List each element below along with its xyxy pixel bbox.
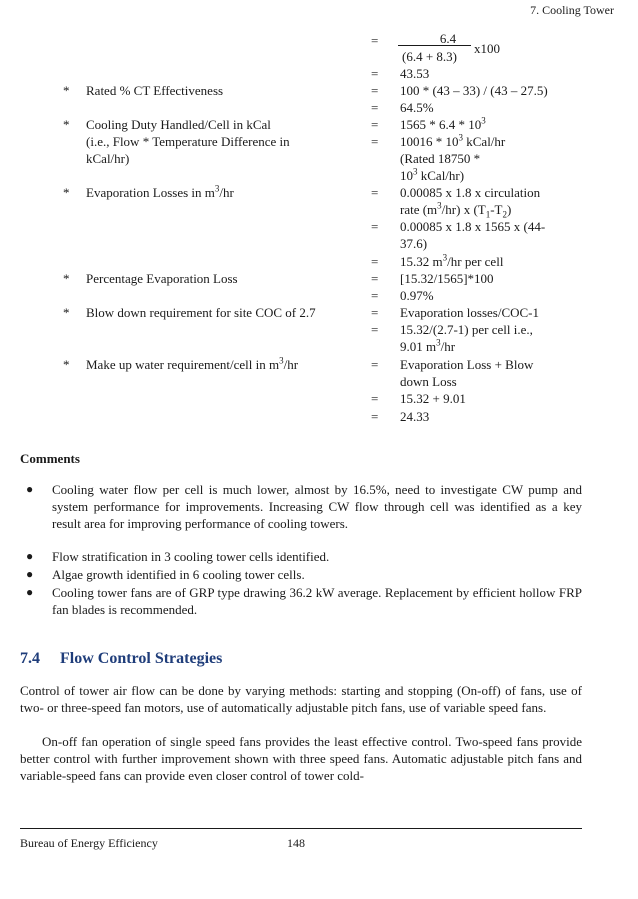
text-run: 1565 * 6.4 * 10 [400,117,482,132]
fraction-denominator: (6.4 + 8.3) [402,49,457,64]
fraction-bar [398,45,471,46]
footer-org: Bureau of Energy Efficiency [20,836,158,850]
row-value: 100 * (43 – 33) / (43 – 27.5) [400,83,548,98]
equals-sign: = [371,409,379,424]
row-label: Blow down requirement for site COC of 2.7 [86,305,316,320]
paragraph: Control of tower air flow can be done by varying methods: starting and stopping (On-off) of fans, use of two- or three-speed fan motors, use of automatically adjustable pitch fans, use of variable speed fans. [20,683,582,715]
row-value: 43.53 [400,66,430,81]
text-run: kCal/hr [463,134,506,149]
bullet-star: * [63,271,70,286]
superscript: 3 [436,337,441,348]
equals-sign: = [371,134,379,149]
section-number: 7.4 [20,650,40,667]
comment-item: Flow stratification in 3 cooling tower cells identified. [52,549,330,564]
equals-sign: = [371,100,379,115]
row-value: 0.00085 x 1.8 x circulation [400,185,541,200]
row-value [400,253,503,270]
text-run: 10016 * 10 [400,134,459,149]
subscript: 2 [502,209,507,220]
paragraph: On-off fan operation of single speed fans provides the least effective control. Two-speed fans provide better control with further improvement shown with three speed fans. Automatic adjustable pitch fans and variable-speed fans can provide even closer control of tower cold- [20,734,582,783]
row-value [400,338,455,355]
equals-sign: = [371,117,379,132]
text-run: /hr [283,357,299,372]
bullet-star: * [63,117,70,132]
equals-sign: = [371,185,379,200]
row-value [400,201,511,218]
row-value: Evaporation losses/COC-1 [400,305,540,320]
equals-sign: = [371,66,379,81]
text-run: Make up water requirement/cell in m [86,357,280,372]
row-value: [15.32/1565]*100 [400,271,494,286]
bullet-dot-icon: ● [26,567,34,581]
row-label [86,356,298,373]
row-label: Percentage Evaporation Loss [86,271,238,286]
row-value: (Rated 18750 * [400,151,481,166]
equals-sign: = [371,322,379,337]
fraction-suffix: x100 [474,41,500,56]
row-value: 37.6) [400,236,428,251]
text-run: 10 [400,168,413,183]
equals-sign: = [371,271,379,286]
comment-item: Algae growth identified in 6 cooling tower cells. [52,567,305,582]
bullet-star: * [63,185,70,200]
equals-sign: = [371,33,379,48]
text-run: Evaporation Losses in m [86,185,215,200]
equals-sign: = [371,219,379,234]
row-value: 15.32/(2.7-1) per cell i.e., [400,322,533,337]
superscript: 3 [442,252,448,263]
row-value: 64.5% [400,100,434,115]
row-value [400,116,486,133]
chapter-header: 7. Cooling Tower [530,3,614,17]
bullet-dot-icon: ● [26,482,34,496]
equals-sign: = [371,288,379,303]
text-run: ) [507,202,512,217]
subscript: 1 [485,209,491,220]
bullet-star: * [63,357,70,372]
section-title: Flow Control Strategies [60,650,223,667]
row-value [400,167,464,184]
superscript: 3 [458,132,463,143]
superscript: 3 [481,115,486,126]
bullet-star: * [63,305,70,320]
bullet-star: * [63,83,70,98]
superscript: 3 [413,166,418,177]
page-number: 148 [287,836,305,850]
row-value: 15.32 + 9.01 [400,391,466,406]
row-value [400,133,505,150]
superscript: 3 [279,355,284,366]
bullet-dot-icon: ● [26,549,34,563]
text-run: 9.01 m [400,339,437,354]
row-label [86,184,234,201]
text-run: /hr [219,185,234,200]
equals-sign: = [371,357,379,372]
row-label: Rated % CT Effectiveness [86,83,224,98]
comment-item: Cooling tower fans are of GRP type drawing 36.2 kW average. Replacement by efficient hollow FRP fan blades is recommended. [52,585,582,617]
row-value: 24.33 [400,409,430,424]
equals-sign: = [371,305,379,320]
text-run: kCal/hr) [417,168,465,183]
text-run: /hr per cell [447,254,504,269]
fraction-numerator: 6.4 [439,31,457,46]
equals-sign: = [371,83,379,98]
text-run: rate (m [400,202,438,217]
footer-rule [20,828,582,829]
equals-sign: = [371,254,379,269]
bullet-dot-icon: ● [26,585,34,599]
row-label: Cooling Duty Handled/Cell in kCal [86,117,271,132]
row-value: down Loss [400,374,457,389]
text-run: /hr [440,339,456,354]
text-run: -T [490,202,503,217]
row-label: (i.e., Flow * Temperature Difference in [86,134,290,149]
text-run: 15.32 m [400,254,443,269]
comments-heading: Comments [20,451,80,466]
equals-sign: = [371,391,379,406]
row-value: 0.00085 x 1.8 x 1565 x (44- [400,219,546,234]
section-heading [20,650,222,668]
text-run: /hr) x (T [441,202,486,217]
row-value: Evaporation Loss + Blow [400,357,534,372]
row-value: 0.97% [400,288,434,303]
row-label: kCal/hr) [86,151,130,166]
comment-item: Cooling water flow per cell is much lower, almost by 16.5%, need to investigate CW pump and system performance for improvements. Increasing CW flow through cell was identified as a key result area for improving performance of cooling towers. [52,482,582,531]
superscript: 3 [214,183,220,194]
superscript: 3 [437,200,442,211]
